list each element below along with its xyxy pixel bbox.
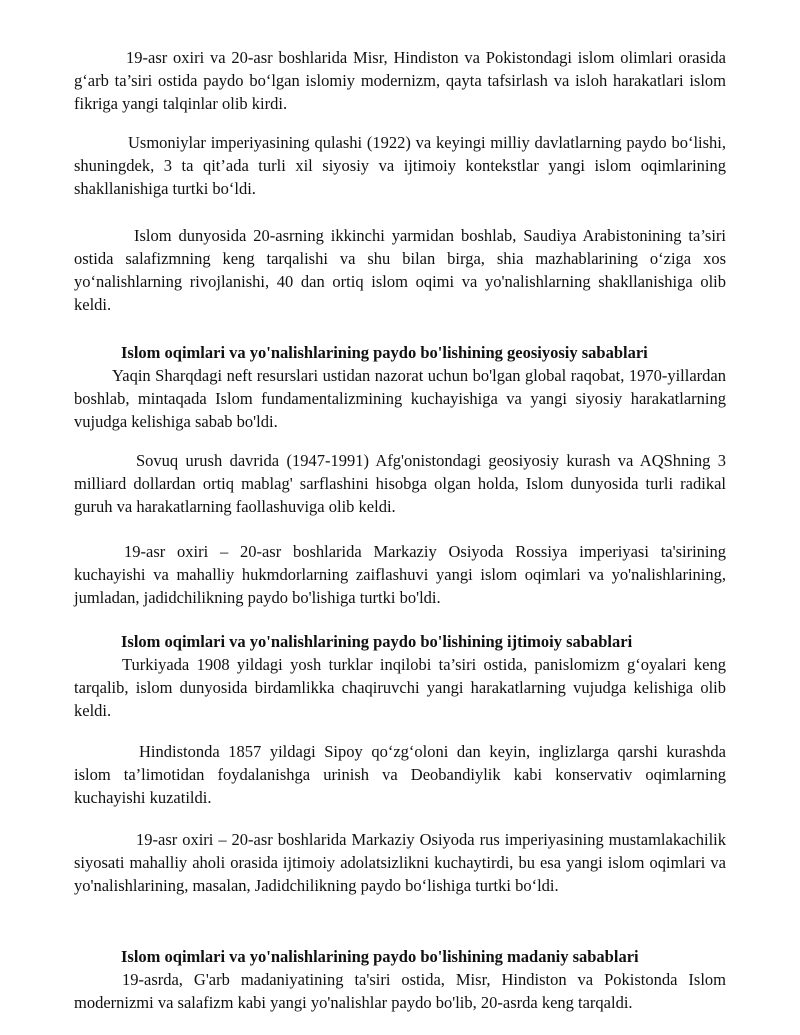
paragraph-salafism: Islom dunyosida 20-asrning ikkinchi yarmidan boshlab, Saudiya Arabistonining ta’siri ostida salafizmning keng tarqalishi va shu bilan birga, shia mazhablarining o‘ziga xos yo‘nalishlarning rivojlanishi, 40 dan ortiq islom oqimi va yo'nalishlarning shakllanishiga olib keldi.: [74, 226, 726, 314]
paragraph-colonial-policy: 19-asr oxiri – 20-asr boshlarida Markaziy Osiyoda rus imperiyasining mustamlakachilik siyosati mahalliy aholi orasida ijtimoiy adolatsizlikni kuchaytirdi, bu esa yangi islom oqimlari va yo'nalishlarining, masalan, Jadidchilikning paydo bo‘lishiga turtki bo‘ldi.: [74, 830, 726, 895]
paragraph-western-culture: 19-asrda, G'arb madaniyatining ta'siri ostida, Misr, Hindiston va Pokistonda Islom modernizmi va salafizm kabi yangi yo'nalishlar paydo bo'lib, 20-asrda keng tarqaldi.: [74, 970, 726, 1012]
paragraph-modernism: 19-asr oxiri va 20-asr boshlarida Misr, Hindiston va Pokistondagi islom olimlari orasida g‘arb ta’siri ostida paydo bo‘lgan islomiy modernizm, qayta tafsirlash va isloh harakatlari islom fikriga yangi talqinlar olib kirdi.: [74, 48, 726, 113]
heading-social-causes: Islom oqimlari va yo'nalishlarining paydo bo'lishining ijtimoiy sabablari: [121, 632, 633, 651]
paragraph-cold-war: Sovuq urush davrida (1947-1991) Afg'onistondagi geosiyosiy kurash va AQShning 3 milliard dollardan ortiq mablag' sarflashini hisobga olgan holda, Islom dunyosida turli radikal guruh va harakatlarning faollashuviga olib keldi.: [74, 451, 726, 516]
paragraph-russian-influence: 19-asr oxiri – 20-asr boshlarida Markaziy Osiyoda Rossiya imperiyasi ta'sirining kuchayishi va mahalliy hukmdorlarning zaiflashuvi yangi islom oqimlari va yo'nalishlarining, jumladan, jadidchilikning paydo bo'lishiga turtki bo'ldi.: [74, 542, 726, 607]
paragraph-sepoy-mutiny: Hindistonda 1857 yildagi Sipoy qo‘zg‘oloni dan keyin, inglizlarga qarshi kurashda islom ta’limotidan foydalanishga urinish va Deobandiylik kabi konservativ oqimlarning kuchayishi kuzatildi.: [74, 742, 726, 807]
paragraph-young-turks: Turkiyada 1908 yildagi yosh turklar inqilobi ta’siri ostida, panislomizm g‘oyalari keng tarqalib, islom dunyosida birdamlikka chaqiruvchi yangi harakatlarning vujudga kelishiga olib keldi.: [74, 655, 726, 720]
paragraph-oil-rivalry: Yaqin Sharqdagi neft resurslari ustidan nazorat uchun bo'lgan global raqobat, 1970-yillardan boshlab, mintaqada Islom fundamentalizmining kuchayishiga va yangi siyosiy harakatlarning vujudga kelishiga sabab bo'ldi.: [74, 366, 726, 431]
heading-cultural-causes: Islom oqimlari va yo'nalishlarining paydo bo'lishining madaniy sabablari: [121, 947, 639, 966]
heading-geopolitical-causes: Islom oqimlari va yo'nalishlarining paydo bo'lishining geosiyosiy sabablari: [121, 343, 648, 362]
paragraph-ottoman-collapse: Usmoniylar imperiyasining qulashi (1922) va keyingi milliy davlatlarning paydo bo‘lishi, shuningdek, 3 ta qit’ada turli xil siyosiy va ijtimoiy kontekstlar yangi islom oqimlarining shakllanishiga turtki bo‘ldi.: [74, 133, 726, 198]
document-page: [74, 0, 726, 1035]
